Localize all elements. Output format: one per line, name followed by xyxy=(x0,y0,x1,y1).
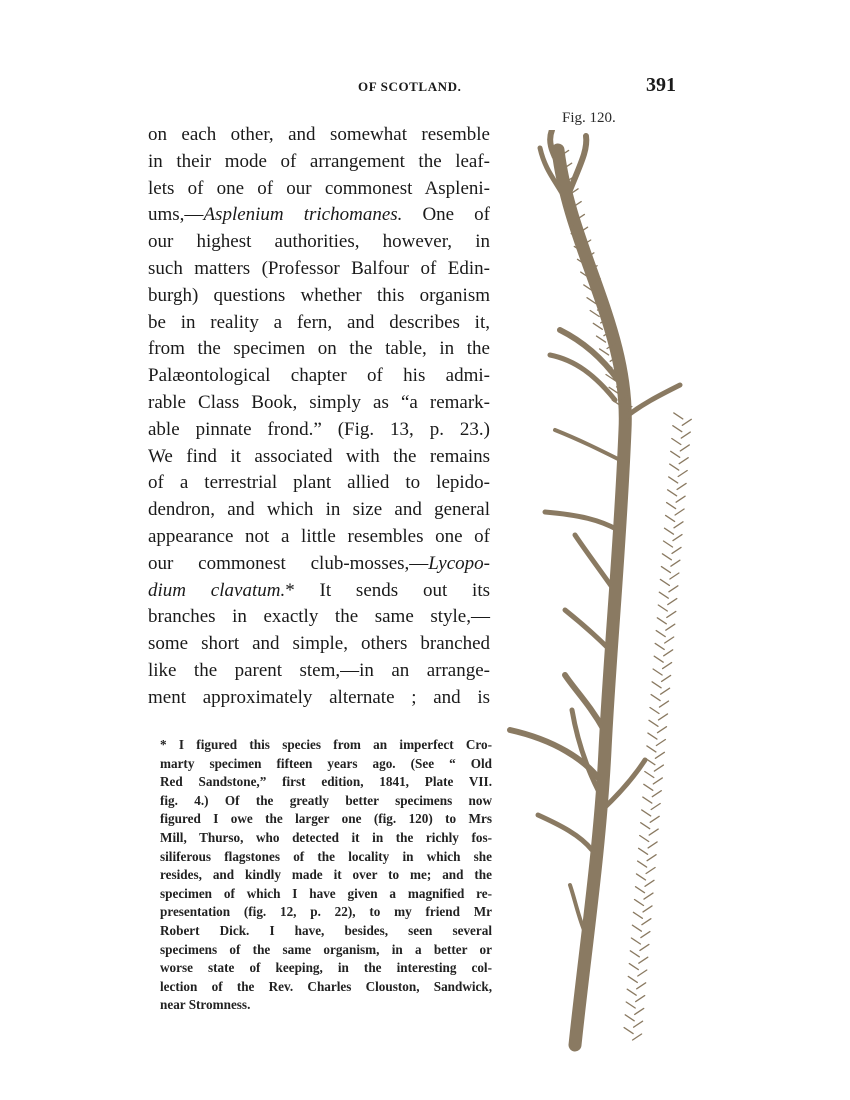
fossil-branch xyxy=(545,512,618,530)
body-line: We find it associated with the remains xyxy=(148,445,490,467)
fossil-branch xyxy=(570,136,586,190)
body-line: be in reality a fern, and describes it, xyxy=(148,311,490,333)
footnote-line: siliferous flagstones of the locality in which she xyxy=(160,848,492,864)
fossil-branch xyxy=(565,610,610,650)
fossil-branch xyxy=(510,730,600,780)
running-head: OF SCOTLAND. xyxy=(358,79,462,94)
fossil-branch xyxy=(570,885,584,930)
footnote-line: Mill, Thurso, who detected it in the richly fos- xyxy=(160,829,492,845)
italic-phrase: Asplenium trichomanes. xyxy=(203,204,403,226)
footnote-line: Robert Dick. I have, besides, seen several xyxy=(160,922,492,938)
body-line: Palæontological chapter of his admi- xyxy=(148,365,490,387)
body-text xyxy=(148,122,490,712)
body-line: on each other, and somewhat resemble xyxy=(148,124,490,145)
footnote-line: marty specimen fifteen years ago. (See “ Old xyxy=(160,755,492,771)
footnote-line: near Stromness. xyxy=(160,997,251,1013)
page-number: 391 xyxy=(646,74,676,96)
footnote xyxy=(160,736,492,1015)
footnote-line: * I figured this species from an imperfect Cro- xyxy=(160,737,492,752)
footnote-line: specimens of the same organism, in a better or xyxy=(160,941,492,957)
body-line: burgh) questions whether this organism xyxy=(148,284,490,306)
footnote-line: figured I owe the larger one (fig. 120) to Mrs xyxy=(160,811,492,827)
body-line: able pinnate frond.” (Fig. 13, p. 23.) xyxy=(148,418,490,440)
body-line: our highest authorities, however, in xyxy=(148,231,490,253)
body-line: in their mode of arrangement the leaf- xyxy=(148,150,490,172)
body-line: such matters (Professor Balfour of Edin- xyxy=(148,257,490,279)
fossil-branch xyxy=(538,815,592,850)
body-line-with-italic: our commonest club-mosses,—Lycopo- xyxy=(148,552,490,574)
fossil-branch xyxy=(575,535,614,590)
figure-caption: Fig. 120. xyxy=(562,110,616,126)
body-line: from the specimen on the table, in the xyxy=(148,338,490,360)
footnote-line: Red Sandstone,” first edition, 1841, Plate VII. xyxy=(160,774,492,790)
body-line: dendron, and which in size and general xyxy=(148,499,490,521)
body-line: lets of one of our commonest Aspleni- xyxy=(148,177,490,199)
fossil-club-moss-drawing xyxy=(510,130,691,1045)
body-line: ment approximately alternate ; and is xyxy=(148,686,490,708)
body-line-with-italic: ums,—Asplenium trichomanes. One of xyxy=(148,204,490,226)
fossil-branch xyxy=(565,675,604,730)
body-line: some short and simple, others branched xyxy=(148,633,490,655)
footnote-line: specimen of which I have given a magnified re- xyxy=(160,885,492,901)
italic-phrase: dium clavatum. xyxy=(148,579,286,601)
footnote-line: presentation (fig. 12, p. 22), to my friend Mr xyxy=(160,904,492,920)
body-line: like the parent stem,—in an arrange- xyxy=(148,659,490,681)
footnote-line: worse state of keeping, in the interesting col- xyxy=(160,960,492,976)
body-line: branches in exactly the same style,— xyxy=(148,606,490,628)
fossil-branch xyxy=(555,430,620,460)
body-line: of a terrestrial plant allied to lepido- xyxy=(148,472,490,494)
body-line: rable Class Book, simply as “a remark- xyxy=(148,391,490,413)
fossil-branch xyxy=(572,710,598,790)
footnote-line: resides, and kindly made it over to me; and the xyxy=(160,867,492,883)
footnote-line: fig. 4.) Of the greatly better specimens now xyxy=(160,792,492,808)
footnote-line: lection of the Rev. Charles Clouston, Sandwick, xyxy=(160,978,492,994)
fossil-illustration xyxy=(500,130,700,1060)
body-line: appearance not a little resembles one of xyxy=(148,525,490,547)
italic-phrase: Lycopo- xyxy=(428,552,490,574)
body-line-with-italic: dium clavatum.* It sends out its xyxy=(148,579,490,601)
